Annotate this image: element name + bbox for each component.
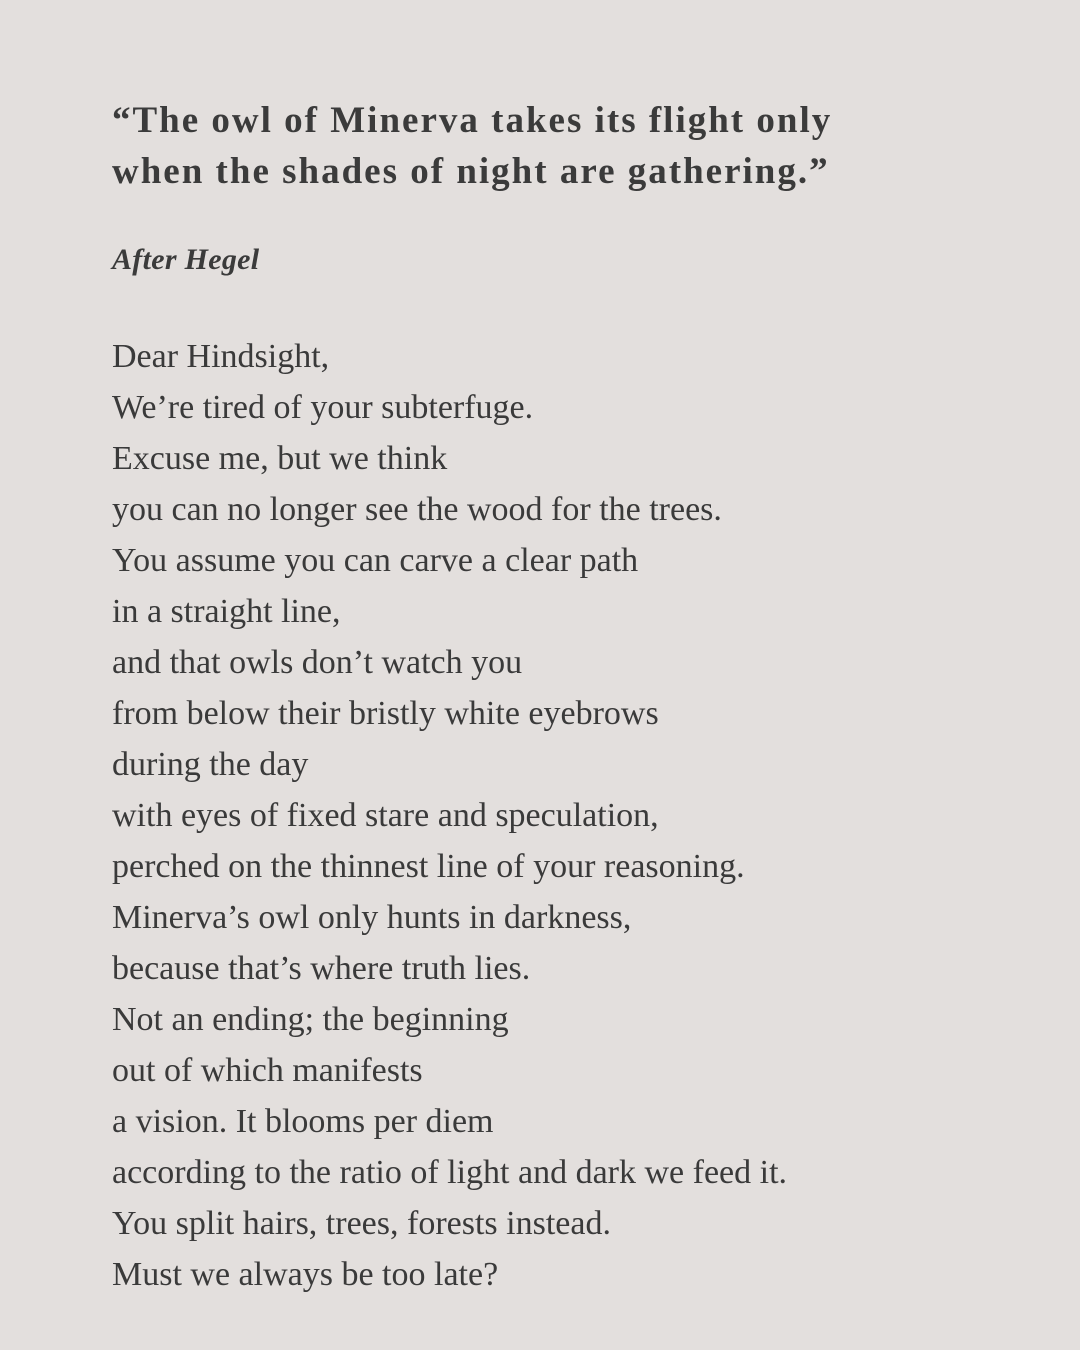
attribution: After Hegel (112, 243, 260, 276)
epigraph-quote (112, 95, 1020, 197)
poem-line: Dear Hindsight, (112, 338, 330, 375)
poem-line: Minerva’s owl only hunts in darkness, (112, 899, 632, 936)
poem-line: Must we always be too late? (112, 1256, 499, 1293)
poem-line: out of which manifests (112, 1052, 423, 1089)
poem-line: You assume you can carve a clear path (112, 542, 639, 579)
poem-line: You split hairs, trees, forests instead. (112, 1205, 611, 1242)
poem-line: according to the ratio of light and dark we feed it. (112, 1154, 788, 1191)
poem-line: in a straight line, (112, 593, 341, 630)
epigraph-line-2: when the shades of night are gathering.” (112, 151, 830, 192)
poem-line: you can no longer see the wood for the trees. (112, 491, 722, 528)
poem-line: a vision. It blooms per diem (112, 1103, 494, 1140)
poem-line: perched on the thinnest line of your reasoning. (112, 848, 745, 885)
poem-line: from below their bristly white eyebrows (112, 695, 659, 732)
poem-body (112, 331, 1020, 1300)
poem-line: and that owls don’t watch you (112, 644, 523, 681)
poem-line: Not an ending; the beginning (112, 1001, 509, 1038)
poem-line: during the day (112, 746, 309, 783)
poem-line: because that’s where truth lies. (112, 950, 531, 987)
epigraph-line-1: “The owl of Minerva takes its flight only (112, 100, 833, 141)
poem-line: We’re tired of your subterfuge. (112, 389, 534, 426)
poem-line: Excuse me, but we think (112, 440, 448, 477)
poem-line: with eyes of fixed stare and speculation, (112, 797, 659, 834)
